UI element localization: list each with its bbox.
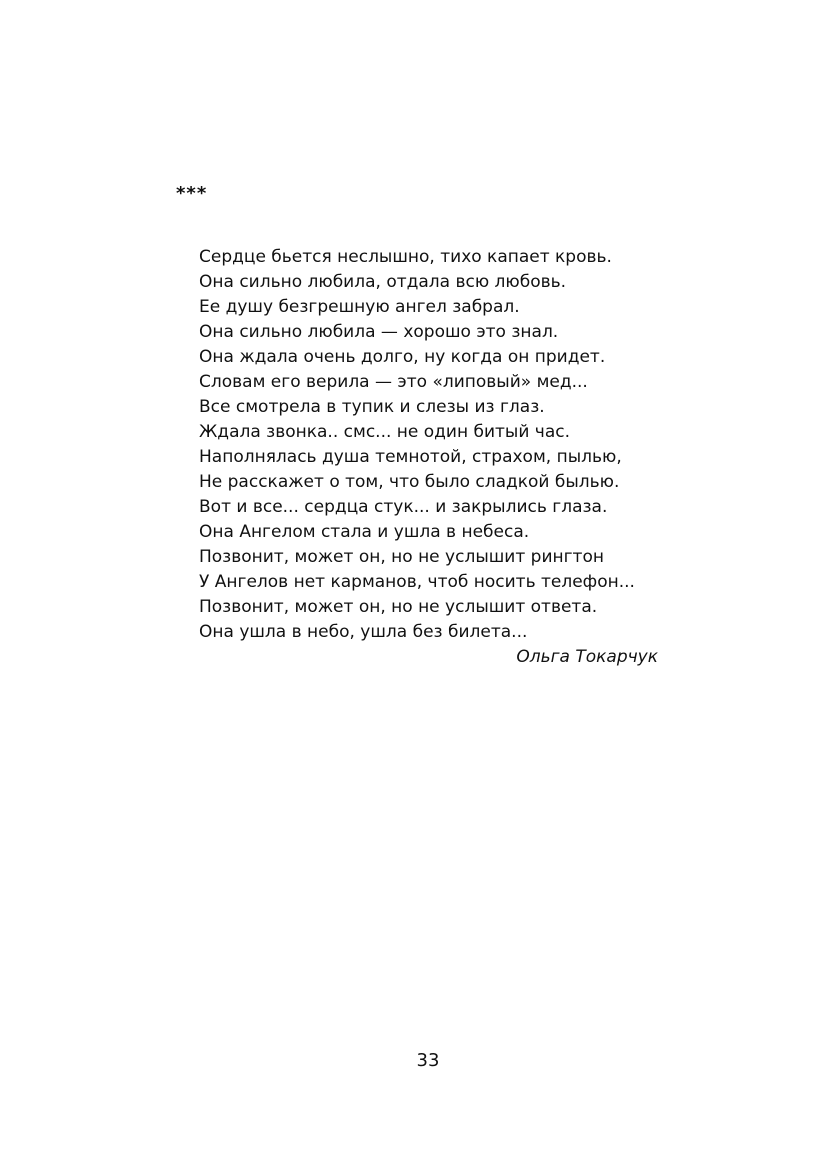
poem-line: Сердце бьется неслышно, тихо капает кровь. <box>199 247 612 267</box>
poem-line: Позвонит, может он, но не услышит ответа. <box>199 597 598 617</box>
poem-line: Ждала звонка.. смс... не один битый час. <box>199 422 570 442</box>
poem-line: У Ангелов нет карманов, чтоб носить телефон... <box>199 572 635 592</box>
poem-line: Она ждала очень долго, ну когда он придет. <box>199 347 606 367</box>
poem-line: Позвонит, может он, но не услышит рингтон <box>199 547 604 567</box>
poem <box>199 245 669 645</box>
poem-author: Ольга Токарчук <box>516 647 658 667</box>
poem-line: Словам его верила — это «липовый» мед... <box>199 372 588 392</box>
section-separator: *** <box>176 183 208 204</box>
poem-line: Она ушла в небо, ушла без билета... <box>199 622 528 642</box>
poem-line: Не расскажет о том, что было сладкой былью. <box>199 472 620 492</box>
poem-line: Она сильно любила, отдала всю любовь. <box>199 272 567 292</box>
poem-line: Она Ангелом стала и ушла в небеса. <box>199 522 530 542</box>
page-number: 33 <box>416 1050 440 1071</box>
poem-line: Наполнялась душа темнотой, страхом, пылью, <box>199 447 622 467</box>
poem-line: Все смотрела в тупик и слезы из глаз. <box>199 397 545 417</box>
poem-line: Вот и все... сердца стук... и закрылись глаза. <box>199 497 608 517</box>
poem-line: Ее душу безгрешную ангел забрал. <box>199 297 520 317</box>
poem-line: Она сильно любила — хорошо это знал. <box>199 322 559 342</box>
